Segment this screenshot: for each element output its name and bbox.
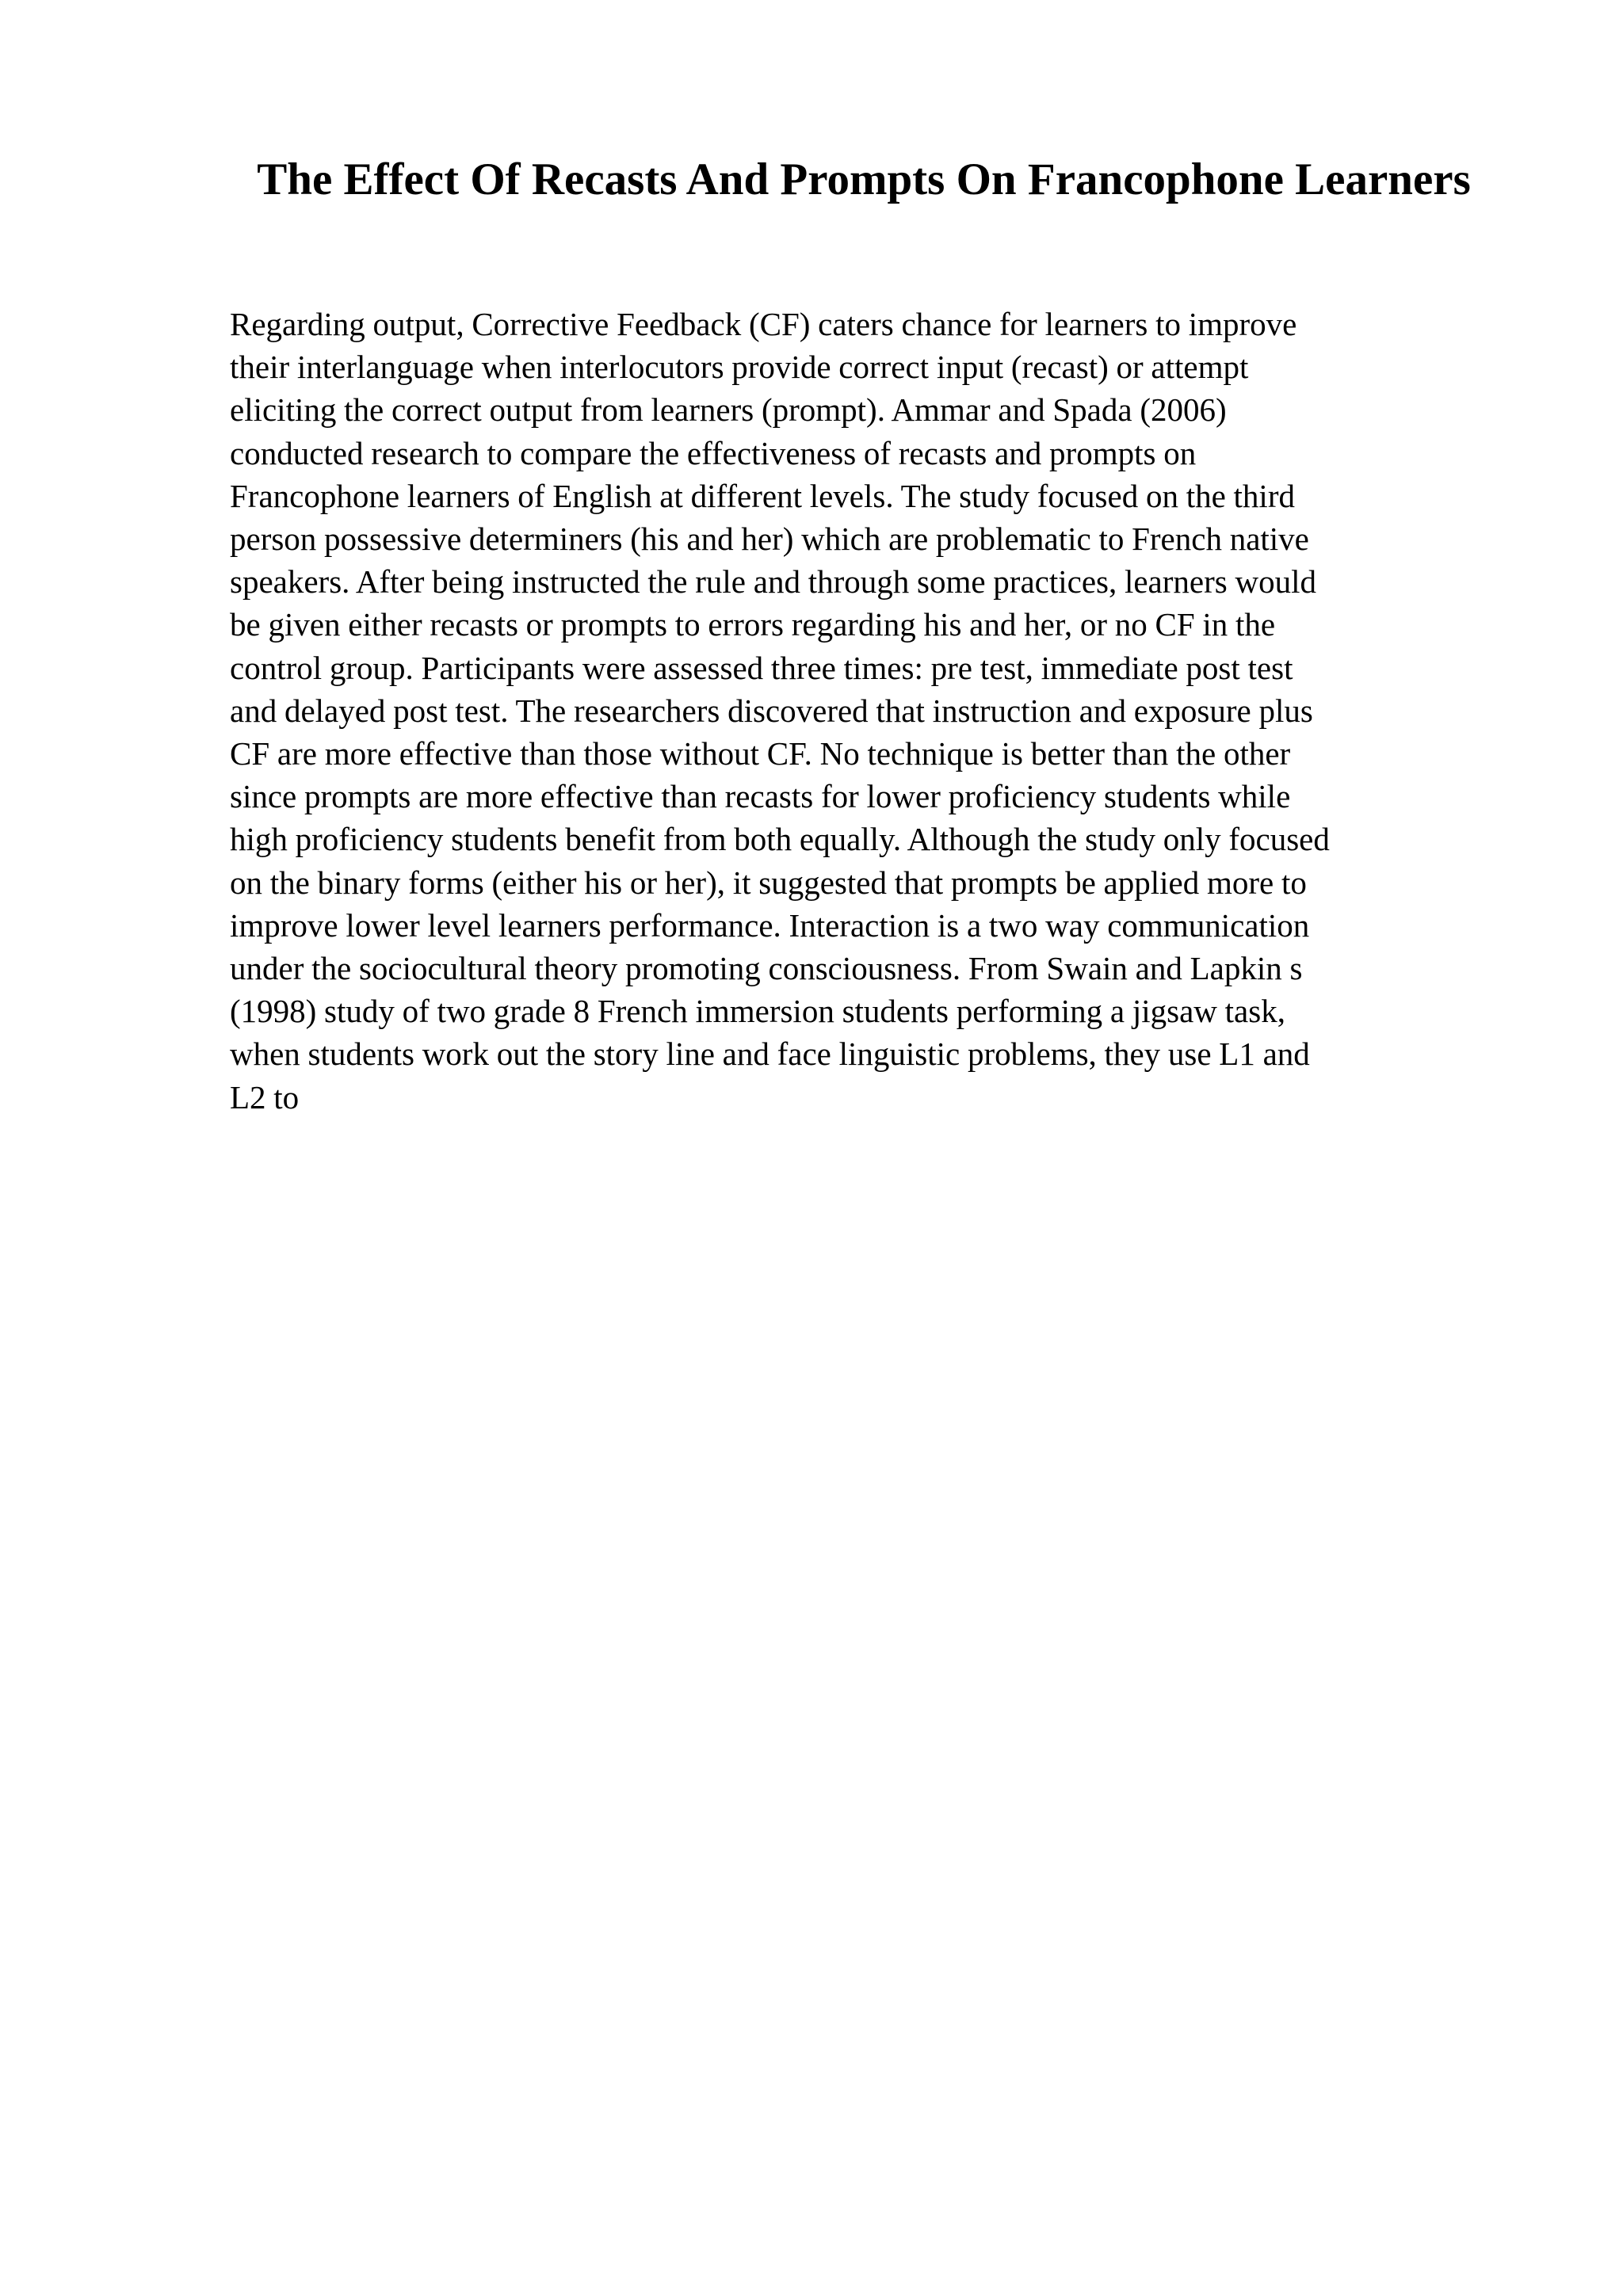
body-line: Francophone learners of English at different levels. The study focused on the third [230, 477, 1295, 514]
body-line: L2 to [230, 1078, 300, 1116]
body-line: conducted research to compare the effectiveness of recasts and prompts on [230, 434, 1197, 471]
body-line: speakers. After being instructed the rule and through some practices, learners would [230, 563, 1316, 601]
body-line: and delayed post test. The researchers discovered that instruction and exposure plus [230, 692, 1313, 729]
body-line: improve lower level learners performance. Interaction is a two way communication [230, 906, 1310, 944]
body-line: person possessive determiners (his and her) which are problematic to French native [230, 521, 1309, 558]
body-line: (1998) study of two grade 8 French immersion students performing a jigsaw task, [230, 993, 1285, 1030]
body-line: CF are more effective than those without CF. No technique is better than the other [230, 735, 1291, 772]
body-line: their interlanguage when interlocutors provide correct input (recast) or attempt [230, 349, 1249, 386]
body-line: when students work out the story line and face linguistic problems, they use L1 and [230, 1035, 1310, 1073]
document-body [230, 303, 1498, 1119]
document-title: The Effect Of Recasts And Prompts On Francophone Learners [257, 154, 1471, 204]
body-line: Regarding output, Corrective Feedback (CF) caters chance for learners to improve [230, 306, 1297, 342]
body-line: on the binary forms (either his or her), it suggested that prompts be applied more to [230, 864, 1307, 901]
body-line: since prompts are more effective than recasts for lower proficiency students while [230, 778, 1291, 815]
body-line: high proficiency students benefit from both equally. Although the study only focused [230, 821, 1330, 858]
body-line: eliciting the correct output from learners (prompt). Ammar and Spada (2006) [230, 391, 1227, 429]
body-line: under the sociocultural theory promoting consciousness. From Swain and Lapkin s [230, 950, 1303, 987]
body-line: control group. Participants were assessed three times: pre test, immediate post test [230, 649, 1293, 686]
body-line: be given either recasts or prompts to errors regarding his and her, or no CF in the [230, 606, 1276, 643]
